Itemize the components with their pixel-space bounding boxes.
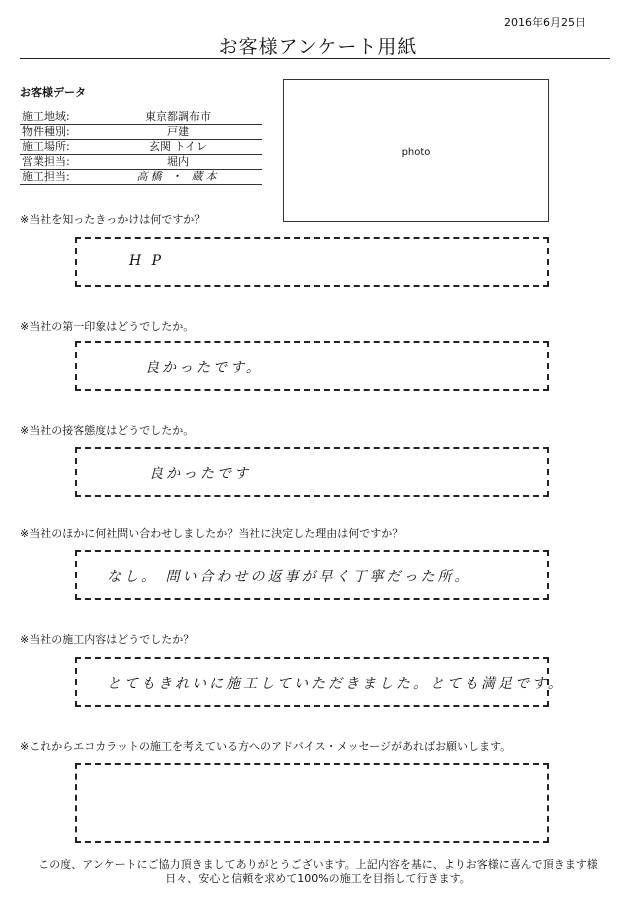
question-1: ※当社を知ったきっかけは何ですか？ (20, 213, 206, 226)
answer-5-handwritten: とてもきれいに施工していただきました。とても満足です。 (107, 676, 565, 692)
customer-row-location (20, 140, 262, 155)
customer-data-heading: お客様データ (20, 86, 86, 99)
question-3: ※当社の接客態度はどうでしたか。 (20, 424, 195, 437)
answer-box-6 (75, 763, 549, 843)
question-6: ※これからエコカラットの施工を考えている方へのアドバイス・メッセージがあればお願いします。 (20, 740, 512, 753)
answer-box-4 (75, 550, 549, 600)
customer-row-value: 戸建 (94, 125, 262, 140)
customer-row-area (20, 110, 262, 125)
question-5: ※当社の施工内容はどうでしたか？ (20, 633, 195, 646)
answer-3-handwritten: 良かったです (149, 466, 251, 482)
answer-box-3 (75, 447, 549, 497)
answer-box-5 (75, 657, 565, 707)
answer-1-handwritten: H P (129, 253, 165, 269)
customer-row-property-type (20, 125, 262, 140)
answer-4-handwritten: なし。 問い合わせの返事が早く丁寧だった所。 (107, 569, 472, 585)
survey-date: 2016年6月25日 (504, 16, 586, 29)
answer-box-2 (75, 341, 549, 391)
answer-box-1 (75, 237, 549, 287)
customer-row-label: 営業担当: (20, 155, 94, 170)
customer-row-value-handwritten: 高橋 ・ 蔵本 (94, 170, 262, 185)
customer-row-label: 施工場所: (20, 140, 94, 155)
photo-label: photo (401, 147, 431, 158)
question-4: ※当社のほかに何社問い合わせしましたか？当社に決定した理由は何ですか？ (20, 527, 404, 540)
customer-row-value: 玄関 トイレ (94, 140, 262, 155)
footer-line-2: 日々、安心と信頼を求めて100%の施工を目指して行きます。 (165, 872, 471, 885)
customer-row-value: 堀内 (94, 155, 262, 170)
customer-row-installer (20, 170, 262, 185)
answer-2-handwritten: 良かったです。 (145, 360, 263, 376)
page-title: お客様アンケート用紙 (218, 36, 418, 58)
footer-line-1: この度、アンケートにご協力頂きましてありがとうございます。上記内容を基に、よりお客様に喜んで頂きます様 (38, 858, 598, 871)
customer-row-value: 東京都調布市 (94, 110, 262, 125)
customer-row-label: 施工地域: (20, 110, 94, 125)
customer-row-label: 物件種別: (20, 125, 94, 140)
customer-data-table (20, 110, 262, 185)
customer-row-label: 施工担当: (20, 170, 94, 185)
title-underline (20, 58, 610, 59)
customer-row-sales-rep (20, 155, 262, 170)
question-2: ※当社の第一印象はどうでしたか。 (20, 320, 195, 333)
